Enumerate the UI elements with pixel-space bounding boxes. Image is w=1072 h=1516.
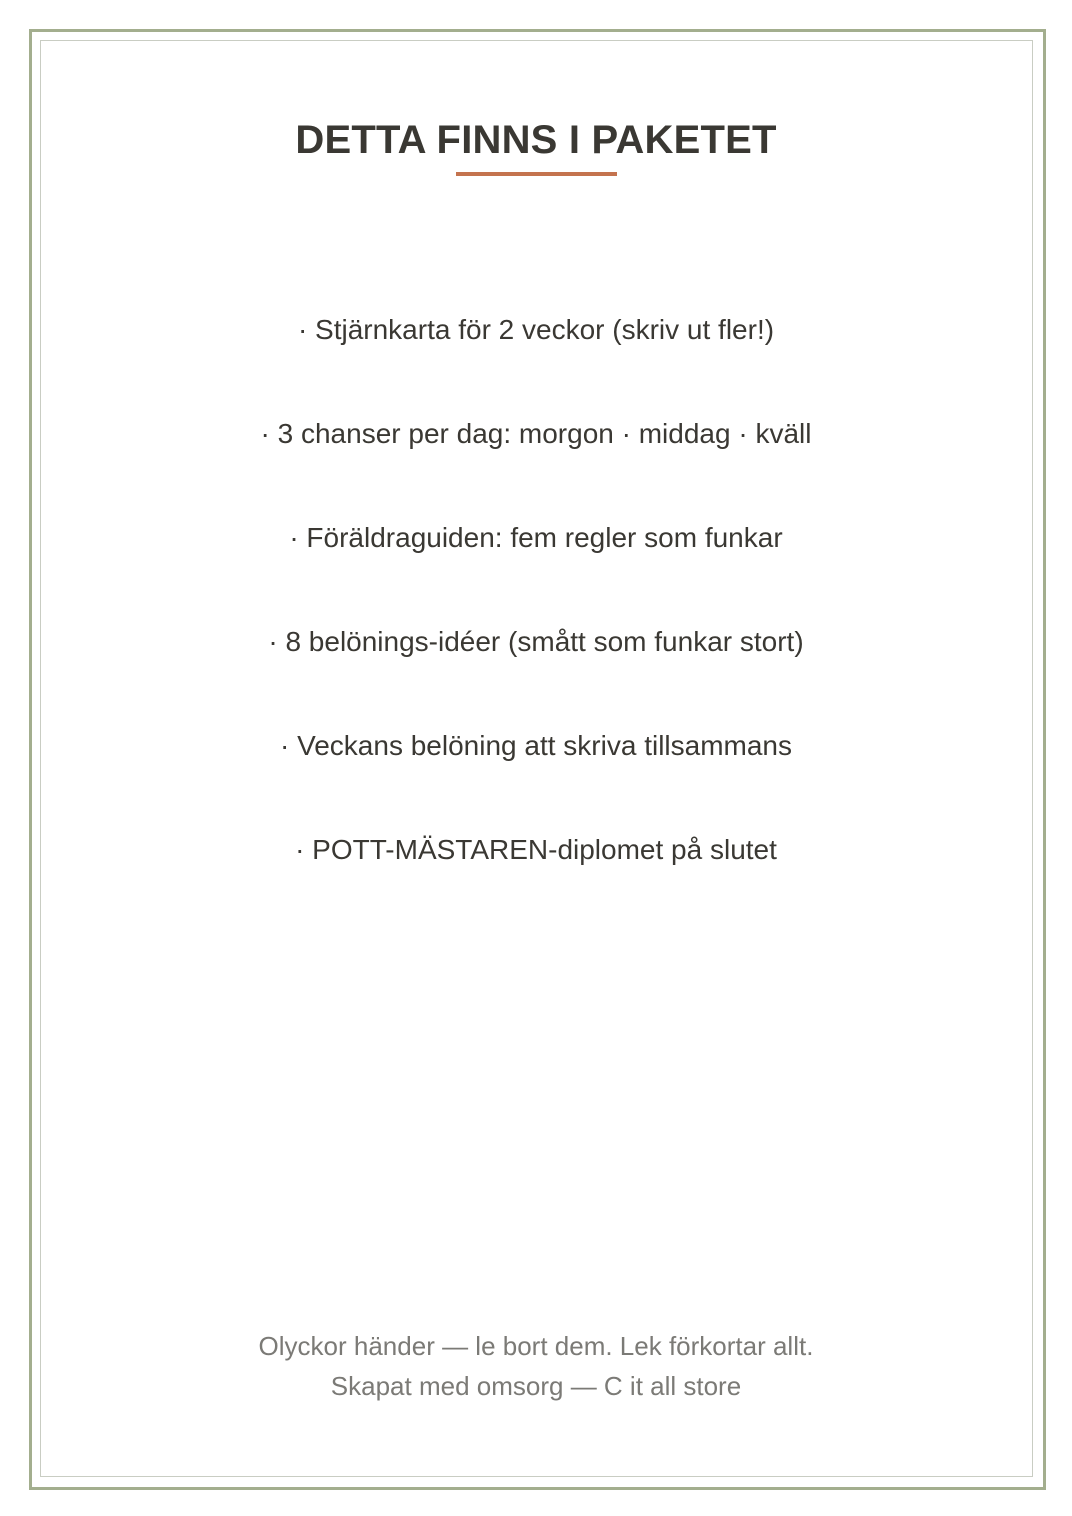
list-item: · Föräldraguiden: fem regler som funkar (289, 522, 783, 553)
list-item: · Veckans belöning att skriva tillsammans (280, 730, 792, 761)
footer (0, 1326, 1072, 1406)
list-item: · 3 chanser per dag: morgon · middag · kväll (260, 418, 812, 449)
footer-tagline: Olyckor händer — le bort dem. Lek förkortar allt. (258, 1331, 814, 1361)
list-item: · POTT-MÄSTAREN-diplomet på slutet (295, 834, 777, 865)
package-contents-list (0, 306, 1072, 930)
title-underline (456, 172, 617, 176)
page-title: DETTA FINNS I PAKETET (295, 118, 777, 162)
list-item: · 8 belönings-idéer (smått som funkar stort) (268, 626, 804, 657)
footer-credit: Skapat med omsorg — C it all store (330, 1371, 742, 1401)
list-item: · Stjärnkarta för 2 veckor (skriv ut fler!) (297, 314, 775, 345)
